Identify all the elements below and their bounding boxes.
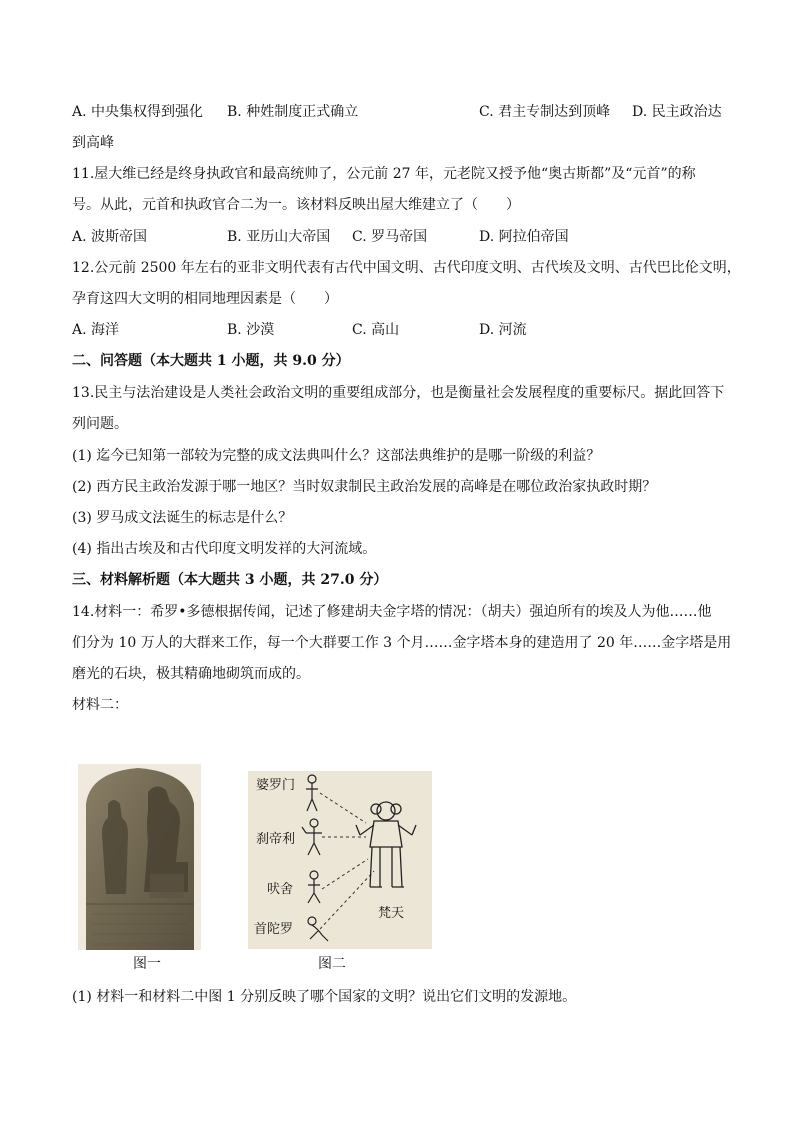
q11-stem-line2: 号。从此，元首和执政官合二为一。该材料反映出屋大维建立了（ ） xyxy=(72,197,520,213)
q12-option-c: C. 高山 xyxy=(352,322,400,338)
section2-title: 二、问答题（本大题共 1 小题，共 9.0 分） xyxy=(72,353,350,369)
q12-option-d: D. 河流 xyxy=(479,322,527,338)
q10-option-d: D. 民主政治达 xyxy=(632,104,722,120)
q14-material1-line3: 磨光的石块，极其精确地砌筑而成的。 xyxy=(72,666,310,682)
figure1-caption: 图一 xyxy=(133,956,161,972)
q13-subquestion-4: (4) 指出古埃及和古代印度文明发祥的大河流域。 xyxy=(72,541,377,557)
q11-option-a: A. 波斯帝国 xyxy=(72,229,148,245)
code-of-hammurabi-stele-image xyxy=(78,764,201,950)
q13-subquestion-1: (1) 迄今已知第一部较为完整的成文法典叫什么？这部法典维护的是哪一阶级的利益？ xyxy=(72,448,601,464)
q11-option-c: C. 罗马帝国 xyxy=(352,229,428,245)
q14-material2-label: 材料二： xyxy=(72,697,128,713)
q13-stem-line1: 13.民主与法治建设是人类社会政治文明的重要组成部分，也是衡量社会发展程度的重要标尺。据此回答下 xyxy=(72,385,725,401)
q14-material1-line1: 14.材料一：希罗•多德根据传闻，记述了修建胡夫金字塔的情况：（胡夫）强迫所有的埃及人为他……他 xyxy=(72,604,712,620)
q13-stem-line2: 列问题。 xyxy=(72,416,128,432)
q12-stem-line2: 孕育这四大文明的相同地理因素是（ ） xyxy=(72,291,338,307)
q12-option-a: A. 海洋 xyxy=(72,322,120,338)
caste-system-diagram xyxy=(248,771,432,949)
section3-title: 三、材料解析题（本大题共 3 小题，共 27.0 分） xyxy=(72,572,388,588)
q10-option-a: A. 中央集权得到强化 xyxy=(72,104,204,120)
q10-option-c: C. 君主专制达到顶峰 xyxy=(479,104,611,120)
q13-subquestion-2: (2) 西方民主政治发源于哪一地区？当时奴隶制民主政治发展的高峰是在哪位政治家执政时期？ xyxy=(72,479,657,495)
q14-subquestion-1: (1) 材料一和材料二中图 1 分别反映了哪个国家的文明？说出它们文明的发源地。 xyxy=(72,989,577,1005)
q14-material1-line2: 们分为 10 万人的大群来工作，每一个大群要工作 3 个月……金字塔本身的建造用了 20 年……金字塔是用 xyxy=(72,635,732,651)
q12-option-b: B. 沙漠 xyxy=(227,322,275,338)
caste-label-vaishya: 吠舍 xyxy=(267,882,294,897)
q10-option-d-continued: 到高峰 xyxy=(72,135,114,151)
q11-option-d: D. 阿拉伯帝国 xyxy=(479,229,569,245)
q12-stem-line1: 12.公元前 2500 年左右的亚非文明代表有古代中国文明、古代印度文明、古代埃及文明、古代巴比伦文明， xyxy=(72,260,741,276)
caste-label-kshatriya: 刹帝利 xyxy=(256,832,296,847)
q11-option-b: B. 亚历山大帝国 xyxy=(227,229,331,245)
q10-option-b: B. 种姓制度正式确立 xyxy=(227,104,359,120)
caste-label-brahmin: 婆罗门 xyxy=(256,778,296,793)
q13-subquestion-3: (3) 罗马成文法诞生的标志是什么？ xyxy=(72,510,293,526)
caste-label-shudra: 首陀罗 xyxy=(254,922,294,937)
figure2-caption: 图二 xyxy=(318,956,346,972)
q11-stem-line1: 11.屋大维已经是终身执政官和最高统帅了，公元前 27 年，元老院又授予他“奥古斯都”及“元首”的称 xyxy=(72,166,696,182)
caste-label-brahma: 梵天 xyxy=(378,906,405,921)
